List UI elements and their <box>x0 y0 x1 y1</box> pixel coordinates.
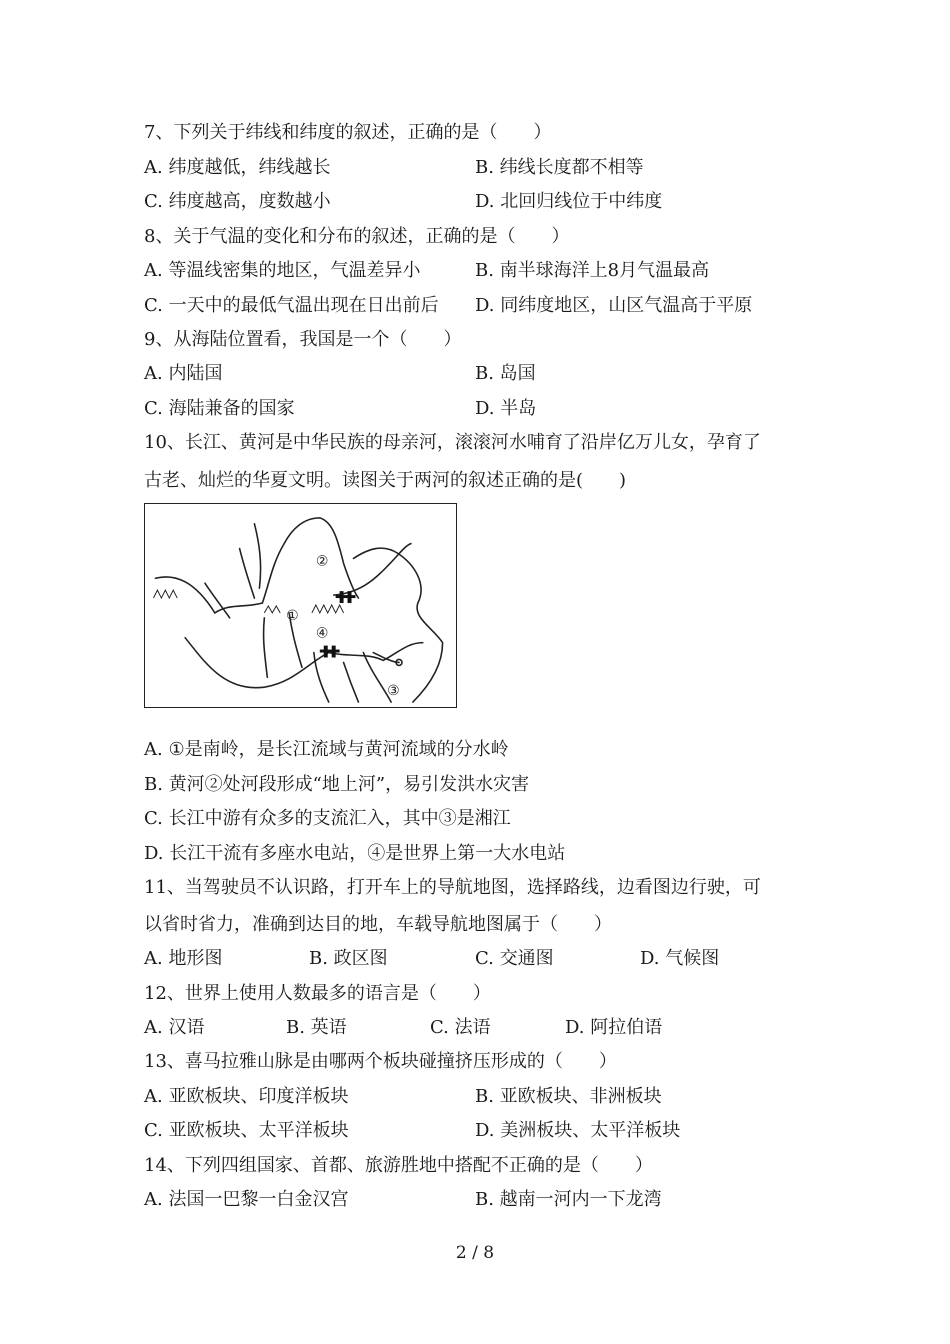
q9-option-c: C. 海陆兼备的国家 <box>144 398 295 419</box>
q7-option-c: C. 纬度越高，度数越小 <box>144 191 331 212</box>
rivers-map-figure <box>144 503 457 708</box>
map-label-2: ② <box>315 553 329 570</box>
q10-option-d: D. 长江干流有多座水电站，④是世界上第一大水电站 <box>144 843 566 864</box>
q7-option-a: A. 纬度越低，纬线越长 <box>144 157 331 178</box>
q8-stem: 8、关于气温的变化和分布的叙述，正确的是（ ） <box>144 226 570 247</box>
map-label-4: ④ <box>315 625 329 642</box>
q11-stem-line2: 以省时省力，准确到达目的地，车载导航地图属于（ ） <box>144 914 612 935</box>
q8-option-a: A. 等温线密集的地区，气温差异小 <box>144 260 421 281</box>
q10-option-c: C. 长江中游有众多的支流汇入，其中③是湘江 <box>144 808 511 829</box>
q14-stem: 14、下列四组国家、首都、旅游胜地中搭配不正确的是（ ） <box>144 1155 653 1176</box>
q13-option-c: C. 亚欧板块、太平洋板块 <box>144 1120 349 1141</box>
q14-option-b: B. 越南一河内一下龙湾 <box>475 1189 662 1210</box>
q11-option-b: B. 政区图 <box>309 948 388 969</box>
page-number: 2 / 8 <box>455 1243 495 1263</box>
q9-option-b: B. 岛国 <box>475 363 536 384</box>
q11-option-a: A. 地形图 <box>144 948 223 969</box>
q8-option-d: D. 同纬度地区，山区气温高于平原 <box>475 295 753 316</box>
q9-stem: 9、从海陆位置看，我国是一个（ ） <box>144 329 462 350</box>
q8-option-c: C. 一天中的最低气温出现在日出前后 <box>144 295 439 316</box>
q10-stem-line2: 古老、灿烂的华夏文明。读图关于两河的叙述正确的是( ) <box>144 470 627 491</box>
map-label-3: ③ <box>387 683 400 700</box>
q13-option-a: A. 亚欧板块、印度洋板块 <box>144 1086 349 1107</box>
q7-option-b: B. 纬线长度都不相等 <box>475 157 644 178</box>
q8-option-b: B. 南半球海洋上8月气温最高 <box>475 260 710 281</box>
q11-stem-line1: 11、当驾驶员不认识路，打开车上的导航地图，选择路线，边看图边行驶，可 <box>144 877 761 898</box>
q12-stem: 12、世界上使用人数最多的语言是（ ） <box>144 983 491 1004</box>
q10-stem-line1: 10、长江、黄河是中华民族的母亲河，滚滚河水哺育了沿岸亿万儿女，孕育了 <box>144 432 761 453</box>
q9-option-d: D. 半岛 <box>475 398 537 419</box>
q12-option-c: C. 法语 <box>430 1017 491 1038</box>
map-label-1: ① <box>286 607 299 624</box>
q10-option-a: A. ①是南岭，是长江流域与黄河流域的分水岭 <box>144 739 509 760</box>
rivers-map-svg <box>145 504 456 707</box>
q11-option-c: C. 交通图 <box>475 948 554 969</box>
q12-option-d: D. 阿拉伯语 <box>565 1017 663 1038</box>
q7-stem: 7、下列关于纬线和纬度的叙述，正确的是（ ） <box>144 122 552 143</box>
q13-option-b: B. 亚欧板块、非洲板块 <box>475 1086 662 1107</box>
q10-option-b: B. 黄河②处河段形成“地上河”，易引发洪水灾害 <box>144 774 530 795</box>
q9-option-a: A. 内陆国 <box>144 363 223 384</box>
q12-option-b: B. 英语 <box>286 1017 347 1038</box>
q7-option-d: D. 北回归线位于中纬度 <box>475 191 663 212</box>
q12-option-a: A. 汉语 <box>144 1017 205 1038</box>
yangtze-river <box>185 638 423 688</box>
yellow-river-loop <box>262 518 358 603</box>
q11-option-d: D. 气候图 <box>640 948 720 969</box>
q14-option-a: A. 法国一巴黎一白金汉宫 <box>144 1189 349 1210</box>
coastline <box>353 548 442 702</box>
q13-option-d: D. 美洲板块、太平洋板块 <box>475 1120 681 1141</box>
q13-stem: 13、喜马拉雅山脉是由哪两个板块碰撞挤压形成的（ ） <box>144 1051 617 1072</box>
